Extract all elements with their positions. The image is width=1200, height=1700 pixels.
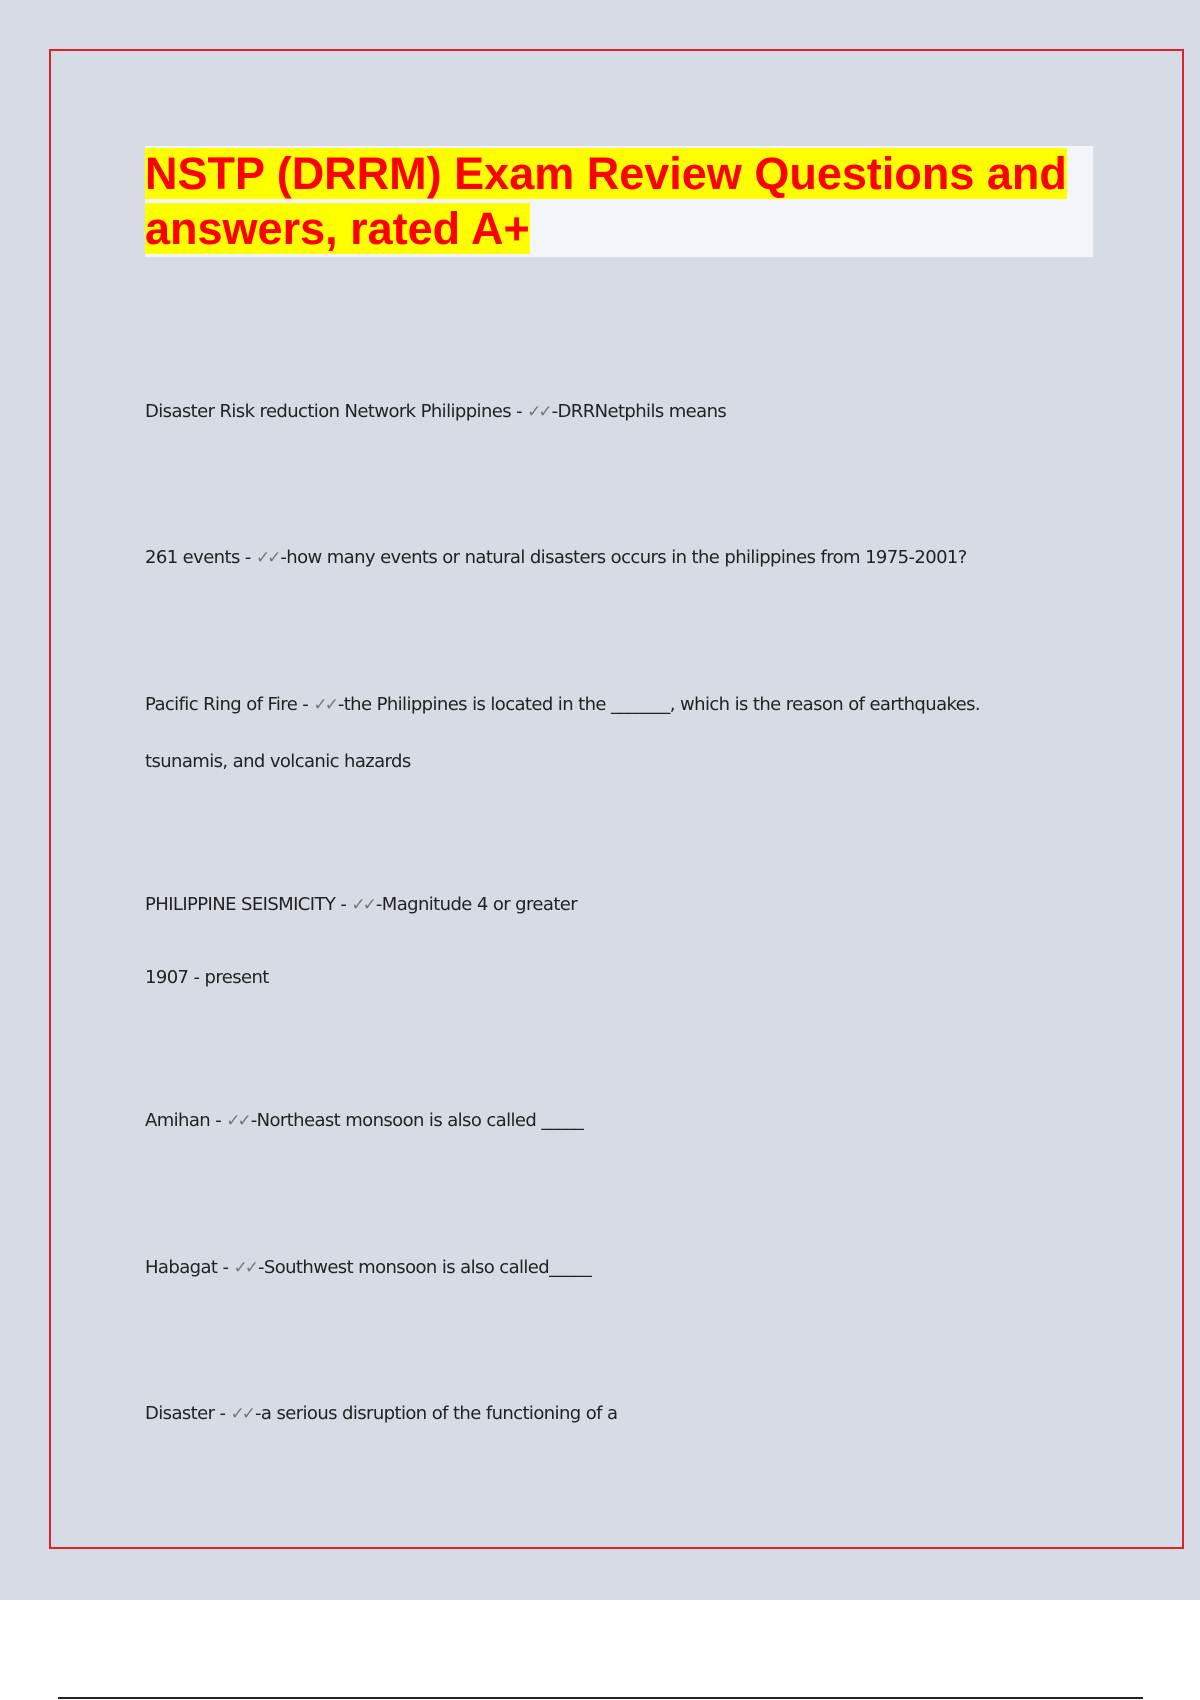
footer-rule [58, 1697, 1143, 1699]
qa-answer: -DRRNetphils means [551, 401, 727, 422]
qa-continuation: 1907 - present [145, 967, 269, 988]
qa-answer: -Magnitude 4 or greater [375, 894, 578, 915]
double-check-icon: ✓✓ [313, 695, 336, 715]
document-title [145, 146, 1093, 256]
qa-entry [145, 894, 577, 915]
double-check-icon: ✓✓ [233, 1258, 256, 1278]
qa-answer: -a serious disruption of the functioning of a [255, 1403, 618, 1424]
qa-term: 261 events - [145, 547, 256, 568]
qa-entry [145, 1110, 583, 1131]
qa-answer: -the Philippines is located in the _______, which is the reason of earthquakes. [337, 694, 981, 715]
double-check-icon: ✓✓ [230, 1404, 254, 1424]
qa-term: Habagat - [145, 1257, 234, 1278]
qa-entry [145, 1403, 617, 1424]
title-highlight: NSTP (DRRM) Exam Review Questions and answers, rated A+ [145, 148, 1067, 254]
qa-entry [145, 1257, 591, 1278]
double-check-icon: ✓✓ [226, 1111, 249, 1131]
qa-term: Pacific Ring of Fire - [145, 694, 314, 715]
qa-entry [145, 401, 726, 422]
qa-term: Disaster - [145, 1403, 231, 1424]
qa-answer: -Northeast monsoon is also called _____ [250, 1110, 584, 1131]
qa-answer: -Southwest monsoon is also called_____ [257, 1257, 592, 1278]
double-check-icon: ✓✓ [255, 548, 279, 568]
qa-entry [145, 694, 980, 715]
double-check-icon: ✓✓ [527, 402, 550, 422]
qa-term: PHILIPPINE SEISMICITY - [145, 894, 352, 915]
qa-answer: -how many events or natural disasters occurs in the philippines from 1975-2001? [280, 547, 967, 568]
qa-term: Amihan - [145, 1110, 227, 1131]
qa-entry [145, 547, 967, 568]
double-check-icon: ✓✓ [351, 895, 374, 915]
page-border-frame [49, 49, 1184, 1549]
qa-continuation: tsunamis, and volcanic hazards [145, 751, 411, 772]
qa-term: Disaster Risk reduction Network Philippines - [145, 401, 528, 422]
